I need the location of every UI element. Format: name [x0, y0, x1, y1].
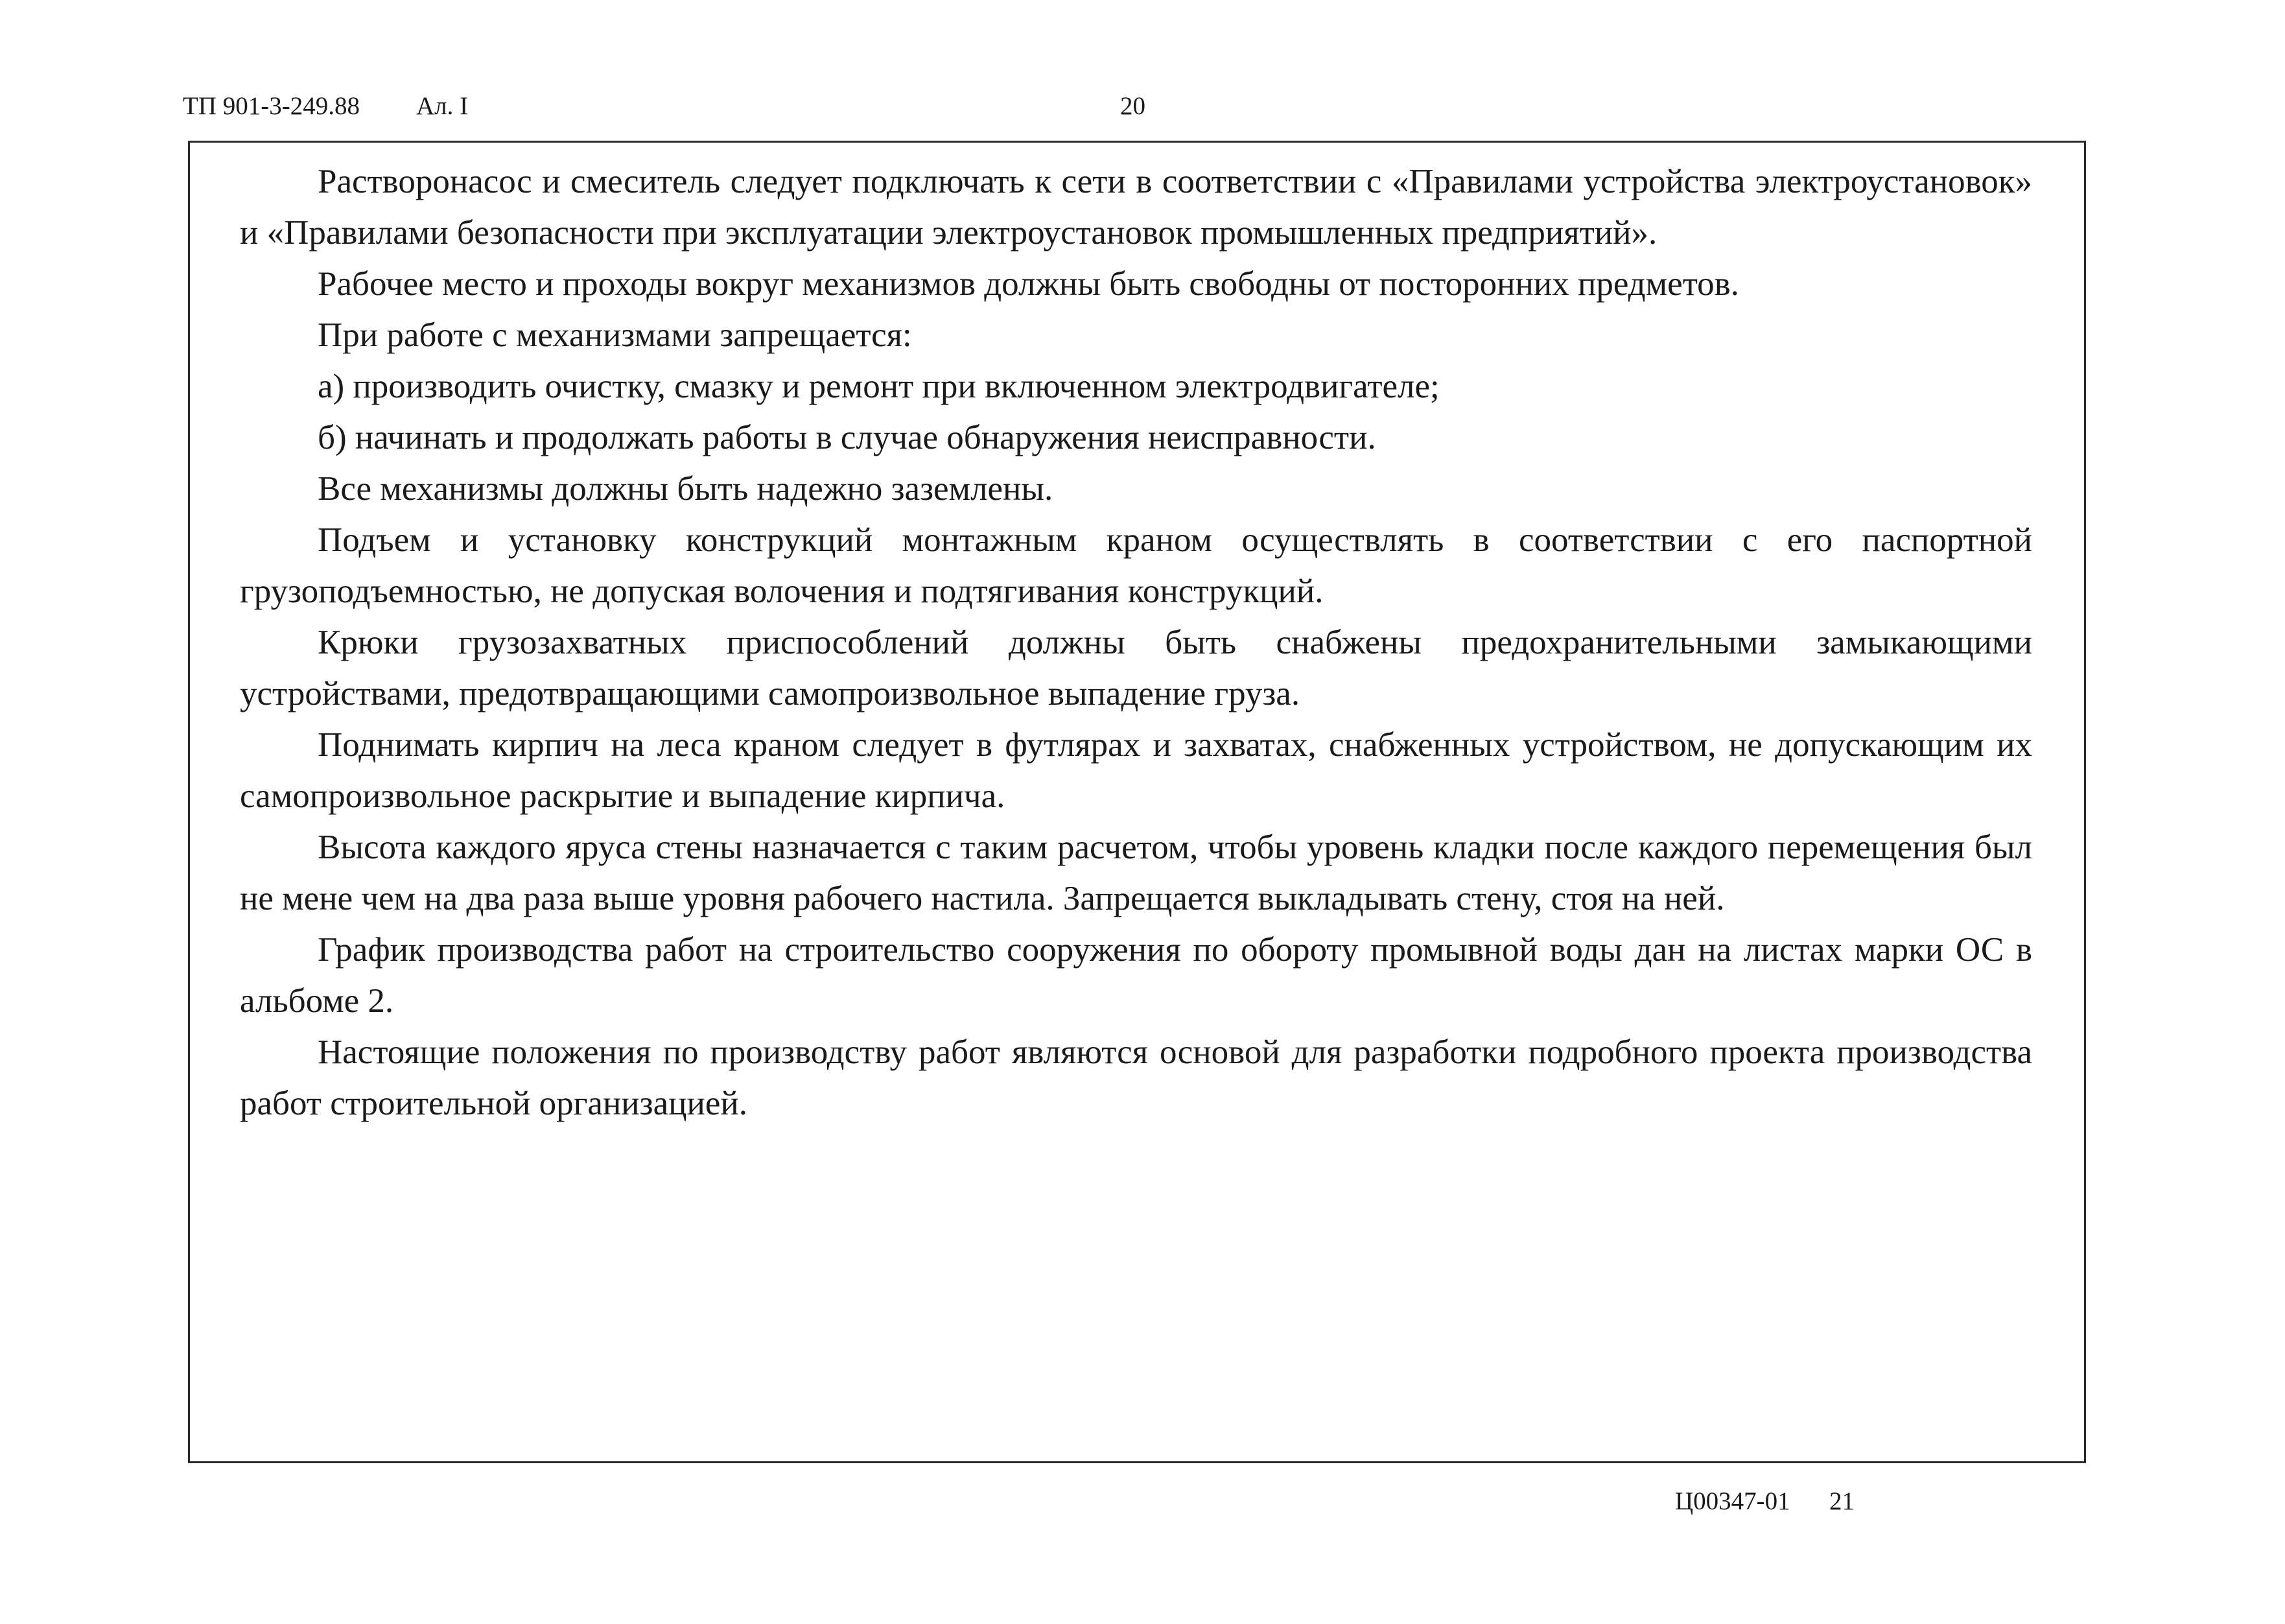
paragraph-workplace-clear: Рабочее место и проходы вокруг механизмов должны быть свободны от посторонних предметов.: [318, 265, 1739, 303]
sheet-number: 21: [1829, 1487, 1855, 1515]
album-label: Ал. I: [416, 92, 469, 120]
paragraph-project-basis: Настоящие положения по производству работ являются основой для разработки подробного проекта производства работ строительной организацией.: [240, 1033, 2032, 1122]
paragraph-wall-tier-height: Высота каждого яруса стены назначается с таким расчетом, чтобы уровень кладки после каждого перемещения был не мене чем на два раза выше уровня рабочего настила. Запрещается выкладывать стену, стоя на ней.: [240, 829, 2032, 917]
paragraph-work-schedule: График производства работ на строительство сооружения по обороту промывной воды дан на листах марки ОС в альбоме 2.: [240, 931, 2032, 1020]
page-number: 20: [1120, 92, 1145, 120]
paragraph-prohibitions-heading: При работе с механизмами запрещается:: [318, 316, 912, 354]
paragraph-brick-lifting: Поднимать кирпич на леса краном следует в футлярах и захватах, снабженных устройством, не допускающим их самопроизвольное раскрытие и выпадение кирпича.: [240, 726, 2032, 815]
paragraph-prohibition-b: б) начинать и продолжать работы в случае обнаружения неисправности.: [318, 419, 1376, 456]
document-body: [240, 156, 2032, 1129]
paragraph-electrical-connection: Растворонасос и смеситель следует подключать к сети в соответствии с «Правилами устройства электроустановок» и «Правилами безопасности при эксплуатации электроустановок промышленных предприятий».: [240, 163, 2032, 252]
paragraph-hooks: Крюки грузозахватных приспособлений должны быть снабжены предохранительными замыкающими устройствами, предотвращающими самопроизвольное выпадение груза.: [240, 624, 2032, 712]
document-code: ТП 901-3-249.88: [183, 92, 360, 120]
paragraph-prohibition-a: а) производить очистку, смазку и ремонт при включенном электродвигателе;: [318, 368, 1440, 405]
sheet-code: Ц00347-01: [1675, 1487, 1790, 1515]
paragraph-crane-lifting: Подъем и установку конструкций монтажным краном осуществлять в соответствии с его паспортной грузоподъемностью, не допуская волочения и подтягивания конструкций.: [240, 521, 2032, 610]
paragraph-grounding: Все механизмы должны быть надежно заземлены.: [318, 470, 1053, 508]
